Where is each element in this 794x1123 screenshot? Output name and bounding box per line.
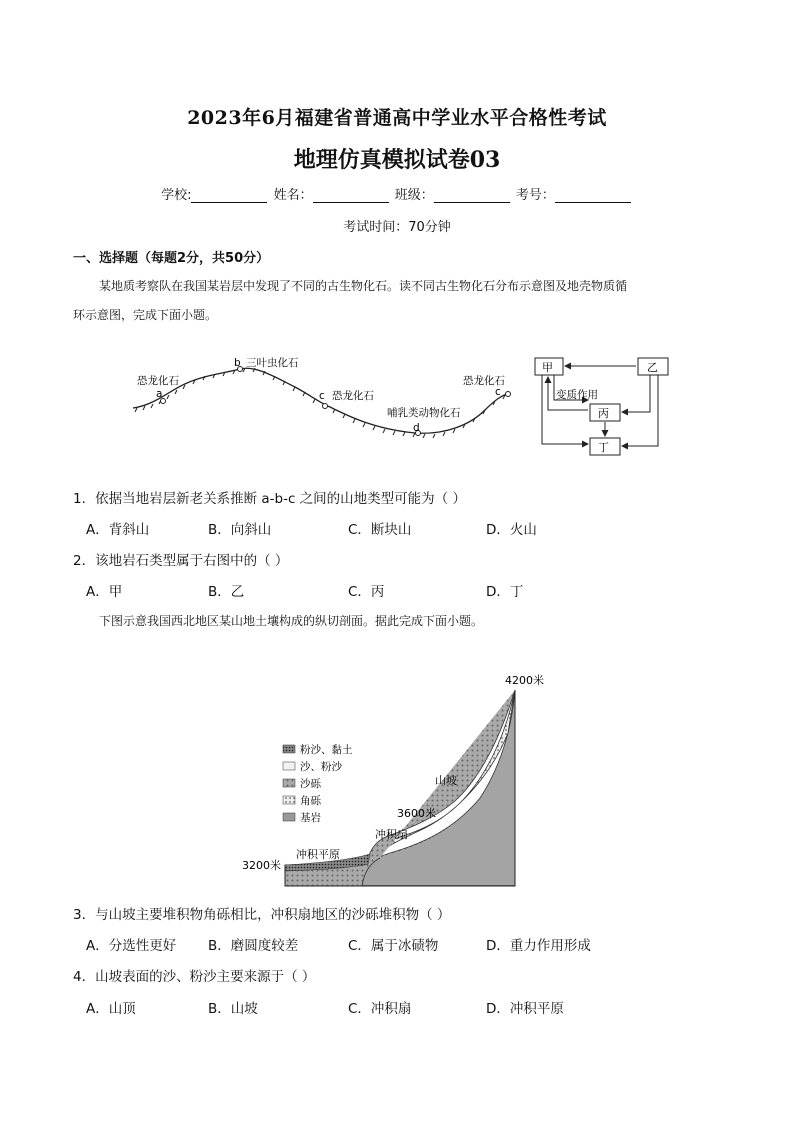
legend-swatch-breccia [283,796,295,804]
q2-option-c[interactable]: C．丙 [348,584,385,600]
school-label: 学校: [161,188,192,203]
q3-option-a[interactable]: A．分选性更好 [86,938,177,954]
section-heading: 一、选择题（每题2分，共50分） [73,251,270,266]
q4-option-d[interactable]: D．冲积平原 [486,1001,564,1017]
legend-swatch-clay [283,745,295,753]
question-1-stem: 1．依据当地岩层新老关系推断 a-b-c 之间的山地类型可能为（ ） [73,491,466,507]
student-info-line [0,184,794,203]
q1-option-d[interactable]: D．火山 [486,522,537,538]
passage-1 [73,272,723,330]
label-c-right: c [495,386,501,398]
name-label: 姓名： [273,188,313,203]
q3-option-d[interactable]: D．重力作用形成 [486,938,591,954]
box-ding-label: 丁 [598,441,609,454]
q4-option-c[interactable]: C．冲积扇 [348,1001,412,1017]
label-plain: 冲积平原 [296,848,340,861]
label-3200m: 3200米 [242,859,281,872]
q2-option-d[interactable]: D．丁 [486,584,524,600]
q2-option-a[interactable]: A．甲 [86,584,123,600]
label-dino-right: 恐龙化石 [463,375,505,387]
label-3600m: 3600米 [397,807,436,820]
exam-title: 2023年6月福建省普通高中学业水平合格性考试 [187,107,607,129]
question-2-stem: 2．该地岩石类型属于右图中的（ ） [73,553,289,569]
legend-label-bedrock: 基岩 [300,812,321,824]
label-c: c [319,390,325,402]
legend-swatch-bedrock [283,813,295,821]
legend-label-breccia: 角砾 [300,795,321,807]
legend-label-gravel: 沙砾 [300,778,321,790]
q2-option-b[interactable]: B．乙 [208,584,245,600]
rock-hatching [135,368,505,438]
soil-profile-figure [240,668,544,890]
label-dino-mid: 恐龙化石 [332,390,374,402]
point-c-right-marker [506,392,511,397]
question-4-stem: 4．山坡表面的沙、粉沙主要来源于（ ） [73,969,316,985]
q1-option-b[interactable]: B．向斜山 [208,522,272,538]
exam-subtitle: 地理仿真模拟试卷03 [293,147,501,173]
label-b: b [234,357,241,369]
question-3-stem: 3．与山坡主要堆积物角砾相比，冲积扇地区的沙砾堆积物（ ） [73,907,451,923]
q3-option-c[interactable]: C．属于冰碛物 [348,938,439,954]
name-blank[interactable] [313,189,389,203]
arrow-yi-to-ding [622,375,658,446]
school-blank[interactable] [191,189,267,203]
q1-option-c[interactable]: C．断块山 [348,522,412,538]
q4-option-b[interactable]: B．山坡 [208,1001,258,1017]
passage-2: 下图示意我国西北地区某山地土壤构成的纵切剖面。据此完成下面小题。 [99,614,484,628]
number-label: 考号： [515,188,555,203]
legend-swatch-gravel [283,779,295,787]
box-yi-label: 乙 [647,361,658,374]
rock-cycle-figure [530,352,675,462]
arrow-yi-to-bing [622,375,650,412]
label-4200m: 4200米 [505,674,544,687]
number-blank[interactable] [555,189,631,203]
label-slope: 山坡 [435,774,457,787]
q1-option-a[interactable]: A．背斜山 [86,522,150,538]
label-a: a [156,388,163,400]
label-fan: 冲积扇 [375,828,408,841]
exam-time: 考试时间：70分钟 [343,220,451,235]
legend-swatch-sand [283,762,295,770]
fossil-distribution-figure [125,355,525,450]
box-jia-label: 甲 [542,361,553,374]
passage-1-line-1: 某地质考察队在我国某岩层中发现了不同的古生物化石。读不同古生物化石分布示意图及地壳物质循 [99,279,628,293]
q3-option-b[interactable]: B．磨圆度较差 [208,938,299,954]
legend-label-clay: 粉沙、黏土 [300,744,353,756]
box-bing-label: 丙 [598,407,609,420]
q4-option-a[interactable]: A．山顶 [86,1001,136,1017]
class-blank[interactable] [434,189,510,203]
passage-1-line-2: 环示意图，完成下面小题。 [73,308,218,322]
metamorphism-label: 变质作用 [556,389,598,401]
label-trilobite: 三叶虫化石 [246,357,299,369]
point-c-marker [323,404,328,409]
label-mammal: 哺乳类动物化石 [387,407,461,419]
label-d: d [413,422,420,434]
class-label: 班级： [394,188,434,203]
label-dino-left: 恐龙化石 [137,375,179,387]
legend-label-sand: 沙、粉沙 [300,761,342,773]
